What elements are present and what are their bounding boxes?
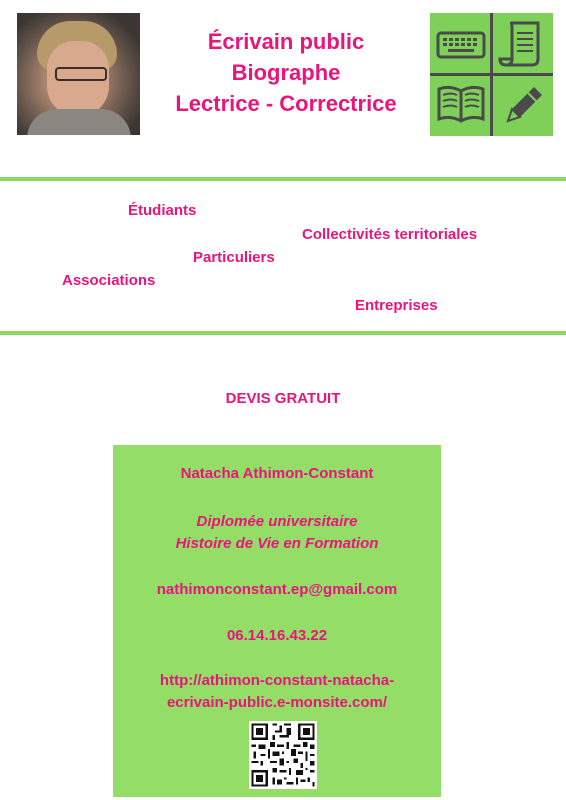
diploma-line-1: Diplomée universitaire <box>196 513 358 530</box>
diploma-line-2: Histoire de Vie en Formation <box>175 535 379 552</box>
qr-code-icon[interactable] <box>249 721 317 789</box>
contact-name: Natacha Athimon-Constant <box>180 465 374 482</box>
divider-top <box>0 177 566 181</box>
audience-collectivites: Collectivités territoriales <box>302 226 478 243</box>
contact-phone[interactable]: 06.14.16.43.22 <box>226 627 328 644</box>
audience-particuliers: Particuliers <box>193 249 275 266</box>
audience-associations: Associations <box>62 272 156 289</box>
title-line-1: Écrivain public <box>207 29 365 54</box>
pencil-icon <box>500 83 546 129</box>
contact-email[interactable]: nathimonconstant.ep@gmail.com <box>156 581 398 598</box>
title-line-2: Biographe <box>231 60 341 85</box>
author-photo <box>17 13 140 135</box>
audience-etudiants: Étudiants <box>128 202 197 219</box>
website-url-line-2[interactable]: ecrivain-public.e-monsite.com/ <box>166 694 388 711</box>
website-url-line-1[interactable]: http://athimon-constant-natacha- <box>159 672 395 689</box>
title-line-3: Lectrice - Correctrice <box>175 91 397 116</box>
header-title <box>148 26 424 119</box>
book-icon <box>436 85 486 125</box>
divider-bottom <box>0 331 566 335</box>
keyboard-icon <box>436 29 486 61</box>
contact-box <box>113 445 441 797</box>
devis-heading: DEVIS GRATUIT <box>225 390 341 407</box>
audience-entreprises: Entreprises <box>355 297 438 314</box>
services-icon-grid <box>430 13 553 136</box>
scroll-icon <box>498 19 548 69</box>
